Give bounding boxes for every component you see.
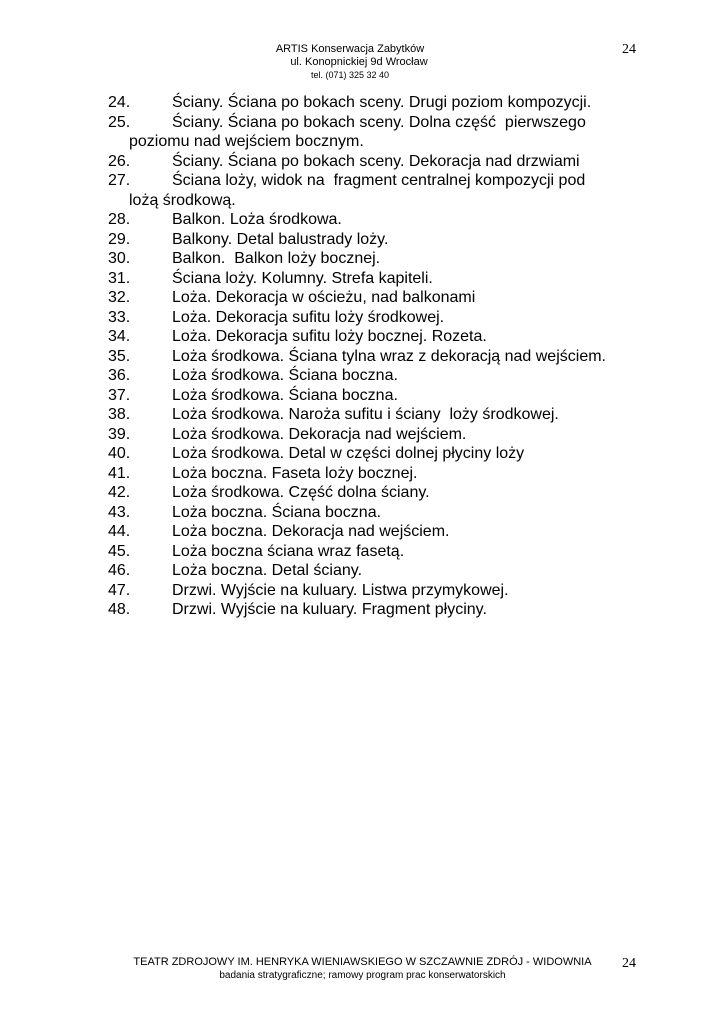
list-item [108, 93, 668, 113]
list-item-number: 24. [108, 94, 131, 111]
list-item [108, 425, 668, 445]
list-item-text: Balkon. Balkon loży bocznej. [172, 250, 381, 267]
list-item [108, 464, 668, 484]
list-item-number: 25. [108, 113, 131, 131]
list-item [108, 249, 668, 269]
footer-title: TEATR ZDROJOWY IM. HENRYKA WIENIAWSKIEGO W SZCZAWNIE ZDRÓJ - WIDOWNIA [133, 956, 592, 968]
list-item [108, 405, 668, 425]
list-item-text: Loża boczna. Ściana boczna. [172, 503, 382, 521]
page-number-top: 24 [622, 42, 636, 57]
list-item-text: Ściana loży. Kolumny. Strefa kapiteli. [172, 269, 433, 287]
list-item-text: Loża środkowa. Naroża sufitu i ściany loży środkowej. [172, 406, 559, 423]
page-footer [120, 955, 605, 983]
list-item-text: Loża środkowa. Dekoracja nad wejściem. [172, 425, 467, 443]
list-item-text: Loża. Dekoracja sufitu loży bocznej. Rozeta. [172, 328, 487, 345]
list-item-number: 28. [108, 211, 131, 228]
list-item [108, 230, 668, 250]
list-item-number: 40. [108, 445, 131, 462]
list-item-number: 29. [108, 230, 131, 248]
list-item-number: 26. [108, 152, 131, 170]
list-item [108, 347, 668, 367]
list-item [108, 542, 668, 562]
list-item-text: Ściana loży, widok na fragment centralnej kompozycji pod [172, 172, 586, 189]
list-item [108, 113, 668, 133]
list-item [108, 503, 668, 523]
list-item-continuation: lożą środkową. [129, 191, 236, 209]
list-item-number: 39. [108, 425, 131, 443]
footer-subtitle: badania stratygraficzne; ramowy program prac konserwatorskich [219, 970, 506, 981]
list-item-text: Ściany. Ściana po bokach sceny. Dolna część pierwszego [172, 113, 586, 131]
list-item-number: 37. [108, 386, 131, 404]
list-item-number: 43. [108, 503, 131, 521]
list-item-number: 34. [108, 328, 131, 345]
list-item [108, 171, 668, 191]
company-phone: tel. (071) 325 32 40 [310, 70, 390, 80]
list-item-number: 31. [108, 269, 131, 287]
list-item [108, 366, 668, 386]
list-item-number: 45. [108, 542, 131, 560]
list-item-text: Loża boczna ściana wraz fasetą. [172, 542, 405, 560]
list-item-text: Loża środkowa. Ściana boczna. [172, 386, 398, 404]
list-item [108, 444, 668, 464]
list-item-number: 27. [108, 172, 131, 189]
list-item-number: 32. [108, 289, 131, 306]
list-item-text: Loża. Dekoracja w ościeżu, nad balkonami [172, 289, 476, 306]
list-item-text: Loża boczna. Dekoracja nad wejściem. [172, 523, 450, 540]
page-number-bottom: 24 [622, 956, 636, 971]
list-item [108, 210, 668, 230]
list-item-number: 36. [108, 367, 131, 384]
list-item-number: 46. [108, 562, 131, 579]
list-item-number: 30. [108, 250, 131, 267]
photo-caption-list [108, 93, 668, 620]
list-item-text: Loża środkowa. Część dolna ściany. [172, 484, 430, 501]
list-item-continuation: poziomu nad wejściem bocznym. [129, 133, 364, 150]
page-header [220, 43, 480, 82]
list-item-number: 48. [108, 601, 131, 618]
list-item-text: Loża boczna. Detal ściany. [172, 562, 363, 579]
list-item [108, 269, 668, 289]
list-item-text: Drzwi. Wyjście na kuluary. Listwa przymykowej. [172, 581, 509, 599]
list-item-text: Balkon. Loża środkowa. [172, 211, 342, 228]
list-item-number: 42. [108, 484, 131, 501]
list-item-number: 47. [108, 581, 131, 599]
company-address: ul. Konopnickiej 9d Wrocław [290, 56, 428, 68]
list-item-text: Loża środkowa. Detal w części dolnej płyciny loży [172, 445, 525, 462]
list-item [108, 288, 668, 308]
list-item [108, 581, 668, 601]
list-item [108, 600, 668, 620]
list-item-text: Balkony. Detal balustrady loży. [172, 230, 389, 248]
list-item-text: Drzwi. Wyjście na kuluary. Fragment płyciny. [172, 601, 487, 618]
company-name: ARTIS Konserwacja Zabytków [275, 43, 425, 55]
list-item-text: Loża środkowa. Ściana boczna. [172, 367, 398, 384]
list-item-number: 41. [108, 464, 131, 482]
list-item-number: 35. [108, 347, 131, 365]
list-item-text: Ściany. Ściana po bokach sceny. Dekoracja nad drzwiami [172, 152, 580, 170]
list-item-text: Ściany. Ściana po bokach sceny. Drugi poziom kompozycji. [172, 94, 592, 111]
list-item-number: 44. [108, 523, 131, 540]
list-item [108, 152, 668, 172]
list-item [108, 327, 668, 347]
list-item [108, 522, 668, 542]
list-item [108, 386, 668, 406]
list-item [108, 308, 668, 328]
list-item-text: Loża. Dekoracja sufitu loży środkowej. [172, 308, 445, 326]
list-item [108, 483, 668, 503]
list-item-number: 38. [108, 406, 131, 423]
list-item-number: 33. [108, 308, 131, 326]
list-item-text: Loża boczna. Faseta loży bocznej. [172, 464, 418, 482]
list-item-text: Loża środkowa. Ściana tylna wraz z dekoracją nad wejściem. [172, 347, 606, 365]
list-item [108, 561, 668, 581]
